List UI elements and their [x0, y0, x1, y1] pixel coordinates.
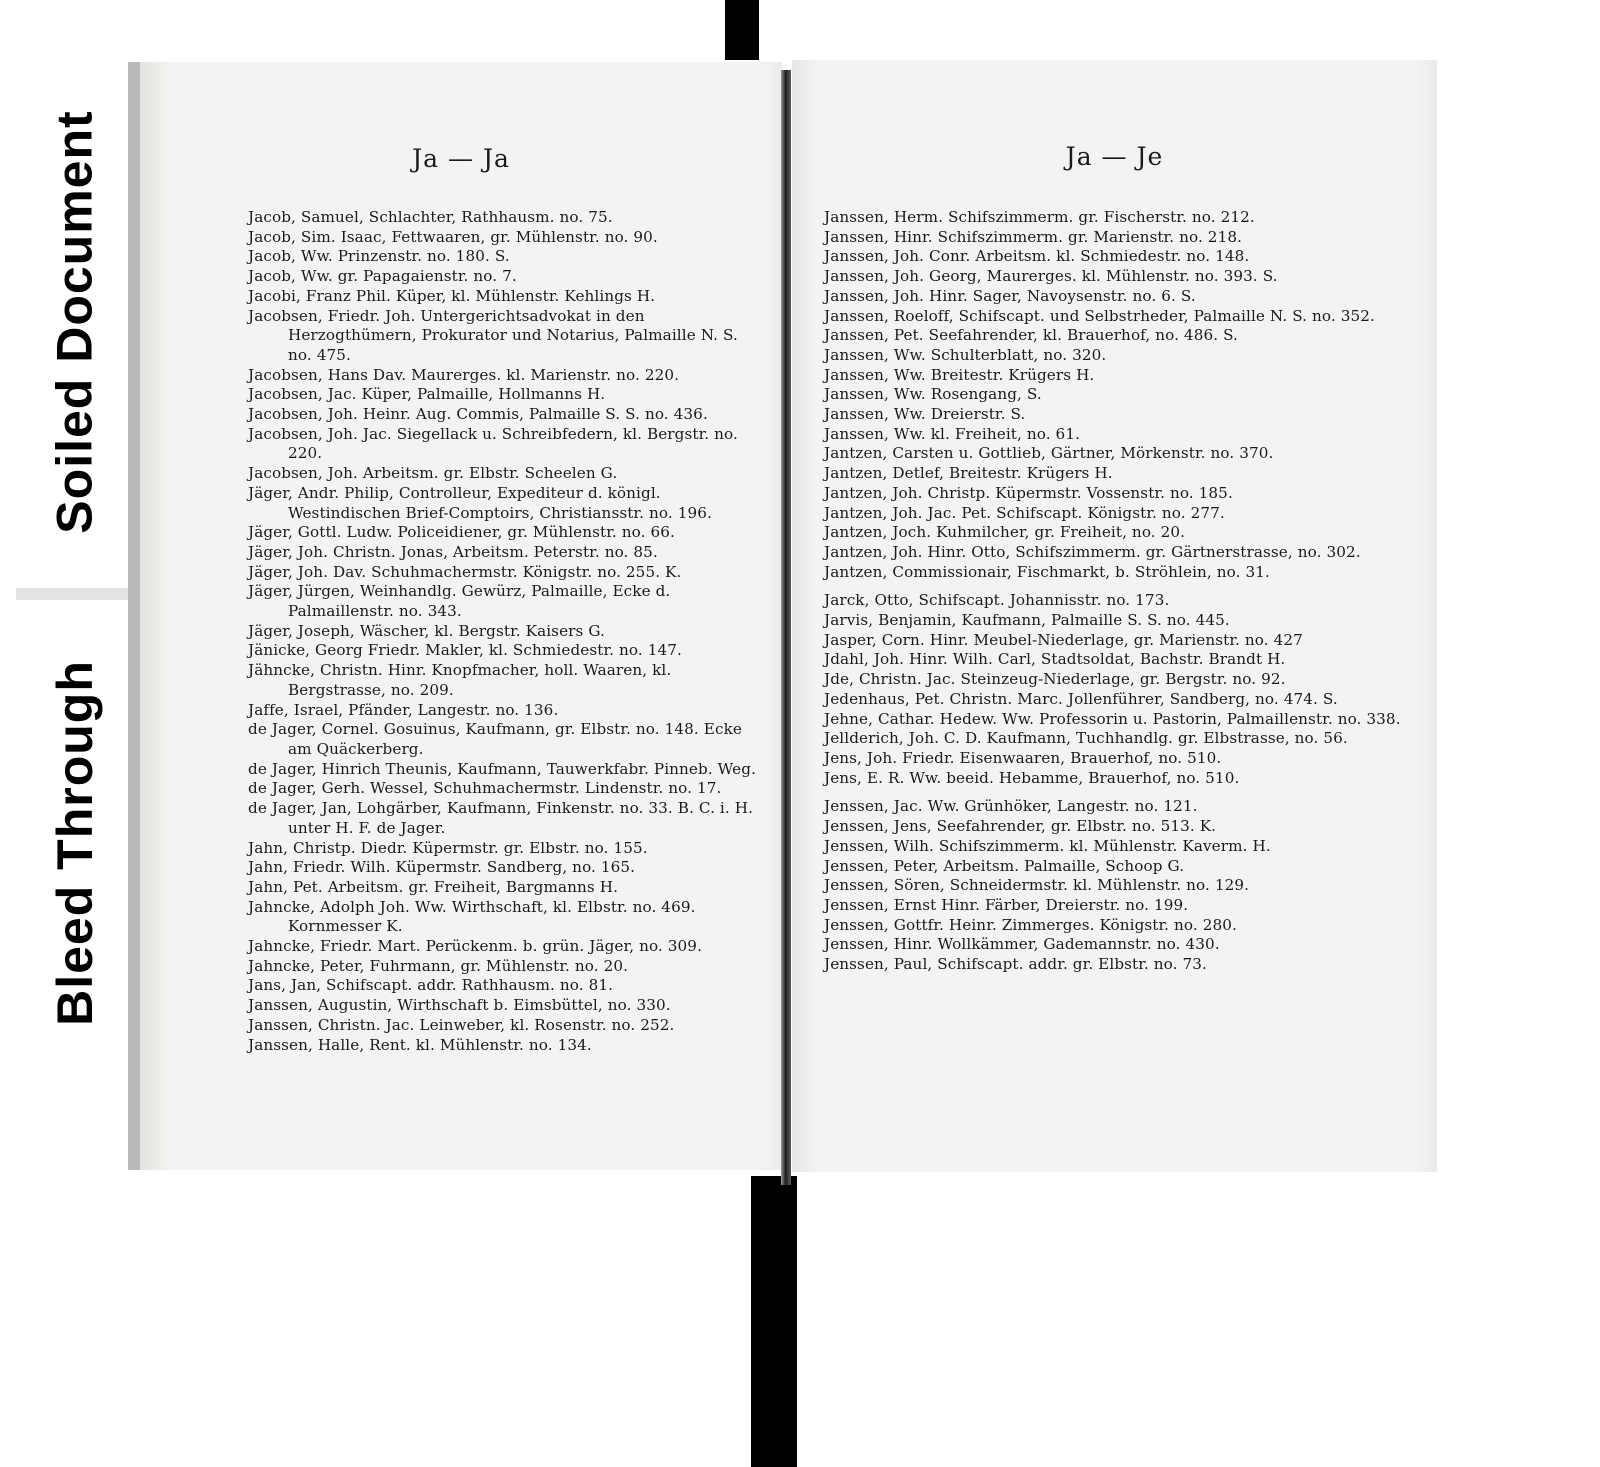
- binding-strip-bottom: [751, 1176, 797, 1467]
- directory-entry: Jenssen, Jac. Ww. Grünhöker, Langestr. no. 121.: [824, 797, 1198, 816]
- directory-entry: Janssen, Halle, Rent. kl. Mühlenstr. no. 134.: [248, 1035, 592, 1054]
- bleed-through-label: [22, 608, 127, 1078]
- directory-entry: Jenssen, Ernst Hinr. Färber, Dreierstr. no. 199.: [824, 895, 1189, 914]
- directory-entry: Jähncke, Christn. Hinr. Knopfmacher, holl. Waaren, kl. Bergstrasse, no. 209.: [248, 661, 672, 699]
- directory-entry: Janssen, Hinr. Schifszimmerm. gr. Marienstr. no. 218.: [824, 227, 1243, 246]
- left-page: [128, 62, 782, 1170]
- directory-entry: Jacobsen, Friedr. Joh. Untergerichtsadvokat in den Herzogthümern, Prokurator und Notarius, Palmaille N. S. no. 475.: [248, 306, 738, 364]
- bleed-through-text: Bleed Through: [46, 660, 103, 1026]
- book-gutter: [781, 70, 791, 1185]
- directory-entry: Janssen, Joh. Conr. Arbeitsm. kl. Schmiedestr. no. 148.: [824, 247, 1250, 266]
- directory-entry: Jacobsen, Joh. Jac. Siegellack u. Schreibfedern, kl. Bergstr. no. 220.: [248, 424, 738, 463]
- directory-entry: Janssen, Ww. Breitestr. Krügers H.: [824, 365, 1095, 384]
- directory-entry: Janssen, Pet. Seefahrender, kl. Brauerhof, no. 486. S.: [824, 326, 1238, 345]
- directory-entry: Jehne, Cathar. Hedew. Ww. Professorin u. Pastorin, Palmaillenstr. no. 338.: [824, 709, 1401, 728]
- directory-entry: Jäger, Andr. Philip, Controlleur, Expediteur d. königl. Westindischen Brief-Comptoirs, Christiansstr. no. 196.: [248, 483, 712, 522]
- directory-entry: Jarck, Otto, Schifscapt. Johannisstr. no. 173.: [824, 591, 1170, 610]
- directory-entry: Jäger, Joh. Christn. Jonas, Arbeitsm. Peterstr. no. 85.: [248, 542, 658, 561]
- directory-entry: Jacob, Sim. Isaac, Fettwaaren, gr. Mühlenstr. no. 90.: [248, 227, 658, 246]
- directory-entry: Janssen, Ww. kl. Freiheit, no. 61.: [824, 424, 1081, 443]
- directory-entry: Jacob, Samuel, Schlachter, Rathhausm. no. 75.: [248, 208, 613, 226]
- directory-entry: Janssen, Joh. Georg, Maurerges. kl. Mühlenstr. no. 393. S.: [824, 267, 1278, 286]
- directory-entry: Jantzen, Detlef, Breitestr. Krügers H.: [824, 464, 1113, 483]
- binding-strip-top: [725, 0, 759, 60]
- directory-entry: de Jager, Hinrich Theunis, Kaufmann, Tauwerkfabr. Pinneb. Weg.: [248, 759, 756, 778]
- directory-entry: Janssen, Roeloff, Schifscapt. und Selbstrheder, Palmaille N. S. no. 352.: [824, 306, 1375, 325]
- directory-entry: Jenssen, Wilh. Schifszimmerm. kl. Mühlenstr. Kaverm. H.: [824, 836, 1271, 855]
- directory-entry: Jacobsen, Jac. Küper, Palmaille, Hollmanns H.: [248, 385, 606, 404]
- directory-entry: Jarvis, Benjamin, Kaufmann, Palmaille S. S. no. 445.: [824, 611, 1230, 630]
- soiled-document-text: Soiled Document: [46, 110, 103, 534]
- directory-entry: Jenssen, Sören, Schneidermstr. kl. Mühlenstr. no. 129.: [824, 876, 1250, 895]
- directory-entry: Jantzen, Joh. Hinr. Otto, Schifszimmerm. gr. Gärtnerstrasse, no. 302.: [824, 542, 1361, 561]
- directory-entry: Jäger, Joh. Dav. Schuhmachermstr. Königstr. no. 255. K.: [248, 562, 682, 581]
- directory-entry: de Jager, Cornel. Gosuinus, Kaufmann, gr. Elbstr. no. 148. Ecke am Quäckerberg.: [248, 720, 742, 758]
- directory-entry: Jantzen, Joh. Christp. Küpermstr. Vossenstr. no. 185.: [824, 483, 1233, 502]
- right-page: [792, 60, 1437, 1172]
- right-page-entries: [824, 208, 1427, 975]
- directory-entry: Jenssen, Gottfr. Heinr. Zimmerges. Königstr. no. 280.: [824, 915, 1237, 934]
- directory-entry: Jäger, Jürgen, Weinhandlg. Gewürz, Palmaille, Ecke d. Palmaillenstr. no. 343.: [248, 582, 671, 621]
- right-page-header: Ja — Je: [1065, 142, 1164, 171]
- directory-entry: Jahncke, Peter, Fuhrmann, gr. Mühlenstr. no. 20.: [248, 956, 629, 975]
- directory-entry: Jenssen, Peter, Arbeitsm. Palmaille, Schoop G.: [824, 856, 1185, 875]
- directory-entry: Jantzen, Joch. Kuhmilcher, gr. Freiheit, no. 20.: [824, 523, 1186, 542]
- directory-entry: Jacobsen, Joh. Arbeitsm. gr. Elbstr. Scheelen G.: [248, 464, 618, 483]
- directory-entry: Jasper, Corn. Hinr. Meubel-Niederlage, gr. Marienstr. no. 427: [824, 630, 1303, 649]
- directory-entry: de Jager, Jan, Lohgärber, Kaufmann, Finkenstr. no. 33. B. C. i. H. unter H. F. de Jager.: [248, 799, 754, 837]
- directory-entry: Jahncke, Adolph Joh. Ww. Wirthschaft, kl. Elbstr. no. 469. Kornmesser K.: [248, 897, 696, 936]
- directory-entry: Jacobsen, Joh. Heinr. Aug. Commis, Palmaille S. S. no. 436.: [248, 405, 708, 424]
- directory-entry: Janssen, Augustin, Wirthschaft b. Eimsbüttel, no. 330.: [248, 996, 671, 1015]
- directory-entry: Jenssen, Paul, Schifscapt. addr. gr. Elbstr. no. 73.: [824, 955, 1207, 974]
- directory-entry: Jantzen, Carsten u. Gottlieb, Gärtner, Mörkenstr. no. 370.: [824, 444, 1274, 463]
- directory-entry: Jacob, Ww. Prinzenstr. no. 180. S.: [248, 247, 510, 266]
- directory-entry: Jahncke, Friedr. Mart. Perückenm. b. grün. Jäger, no. 309.: [248, 937, 702, 956]
- left-page-header: Ja — Ja: [412, 144, 510, 173]
- directory-entry: Janssen, Christn. Jac. Leinweber, kl. Rosenstr. no. 252.: [248, 1015, 675, 1034]
- directory-entry: Jacobi, Franz Phil. Küper, kl. Mühlenstr. Kehlings H.: [248, 286, 656, 305]
- directory-entry: Jens, Joh. Friedr. Eisenwaaren, Brauerhof, no. 510.: [824, 748, 1222, 767]
- directory-entry: de Jager, Gerh. Wessel, Schuhmachermstr. Lindenstr. no. 17.: [248, 779, 722, 798]
- directory-entry: Janssen, Ww. Dreierstr. S.: [824, 405, 1026, 424]
- directory-entry: Jenssen, Hinr. Wollkämmer, Gademannstr. no. 430.: [824, 935, 1220, 954]
- soiled-document-label: [22, 62, 127, 582]
- directory-entry: Janssen, Joh. Hinr. Sager, Navoysenstr. no. 6. S.: [824, 286, 1196, 305]
- directory-entry: Jans, Jan, Schifscapt. addr. Rathhausm. no. 81.: [248, 976, 614, 995]
- directory-entry: Jantzen, Commissionair, Fischmarkt, b. Ströhlein, no. 31.: [824, 562, 1270, 581]
- directory-entry: Jahn, Christp. Diedr. Küpermstr. gr. Elbstr. no. 155.: [248, 838, 648, 857]
- directory-entry: Janssen, Ww. Rosengang, S.: [824, 385, 1042, 404]
- directory-entry: Jaffe, Israel, Pfänder, Langestr. no. 136.: [248, 700, 559, 719]
- directory-entry: Jenssen, Jens, Seefahrender, gr. Elbstr. no. 513. K.: [824, 817, 1217, 836]
- left-page-entries: [248, 208, 760, 1055]
- directory-entry: Jantzen, Joh. Jac. Pet. Schifscapt. Königstr. no. 277.: [824, 503, 1225, 522]
- directory-entry: Jedenhaus, Pet. Christn. Marc. Jollenführer, Sandberg, no. 474. S.: [824, 689, 1338, 708]
- directory-entry: Jacobsen, Hans Dav. Maurerges. kl. Marienstr. no. 220.: [248, 365, 680, 384]
- directory-entry: Jahn, Friedr. Wilh. Küpermstr. Sandberg, no. 165.: [248, 858, 636, 877]
- directory-entry: Janssen, Herm. Schifszimmerm. gr. Fischerstr. no. 212.: [824, 208, 1255, 226]
- directory-entry: Jäger, Joseph, Wäscher, kl. Bergstr. Kaisers G.: [248, 621, 605, 640]
- directory-entry: Jäger, Gottl. Ludw. Policeidiener, gr. Mühlenstr. no. 66.: [248, 523, 675, 542]
- directory-entry: Jdahl, Joh. Hinr. Wilh. Carl, Stadtsoldat, Bachstr. Brandt H.: [824, 650, 1286, 669]
- directory-entry: Jänicke, Georg Friedr. Makler, kl. Schmiedestr. no. 147.: [248, 641, 682, 660]
- label-divider: [16, 588, 134, 600]
- directory-entry: Jellderich, Joh. C. D. Kaufmann, Tuchhandlg. gr. Elbstrasse, no. 56.: [824, 729, 1348, 748]
- directory-entry: Jacob, Ww. gr. Papagaienstr. no. 7.: [248, 267, 517, 286]
- directory-entry: Jens, E. R. Ww. beeid. Hebamme, Brauerhof, no. 510.: [824, 768, 1240, 787]
- directory-entry: Jde, Christn. Jac. Steinzeug-Niederlage, gr. Bergstr. no. 92.: [824, 670, 1286, 689]
- directory-entry: Jahn, Pet. Arbeitsm. gr. Freiheit, Bargmanns H.: [248, 877, 618, 896]
- directory-entry: Janssen, Ww. Schulterblatt, no. 320.: [824, 345, 1107, 364]
